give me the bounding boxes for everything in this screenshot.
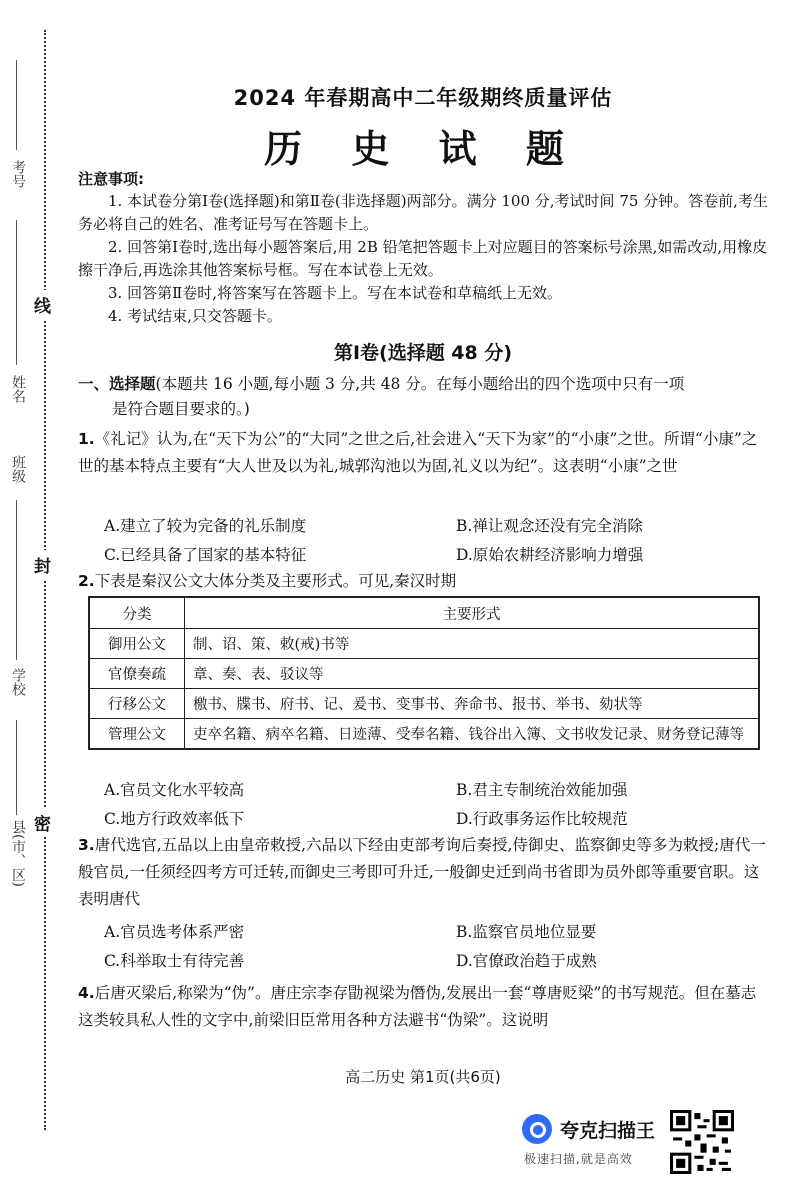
table-row [89, 659, 759, 689]
option-a[interactable]: A.官员文化水平较高 [104, 781, 245, 799]
field-label-school: 学校 [10, 668, 26, 696]
question-stem: 后唐灭梁后,称梁为“伪”。唐庄宗李存勖视梁为僭伪,发展出一套“尊唐贬梁”的书写规范。但在墓志这类较具私人性的文字中,前梁旧臣常用各种方法避书“伪梁”。这说明 [78, 984, 757, 1029]
option-b[interactable]: B.监察官员地位显要 [456, 923, 597, 941]
section-instructions [78, 372, 768, 422]
field-label-exam-number: 考号 [10, 160, 26, 188]
question-2 [78, 568, 768, 595]
option-d[interactable]: D.行政事务运作比较规范 [456, 810, 628, 828]
field-line [16, 720, 17, 815]
field-label-name: 姓名 [10, 375, 26, 403]
question-number: 2. [78, 572, 95, 590]
part-title: 第Ⅰ卷(选择题 48 分) [333, 342, 513, 364]
question-number: 4. [78, 984, 95, 1002]
table-header: 主要形式 [185, 597, 760, 629]
section-lead: 一、选择题 [78, 375, 156, 393]
table-cell-forms: 檄书、牒书、府书、记、爰书、变事书、奔命书、报书、举书、劾状等 [185, 689, 760, 719]
field-line [16, 60, 17, 150]
option-a[interactable]: A.建立了较为完备的礼乐制度 [104, 517, 307, 535]
table-cell-forms: 制、诏、策、敕(戒)书等 [185, 629, 760, 659]
option-c[interactable]: C.科举取士有待完善 [104, 952, 245, 970]
seal-char-xian: 线 [34, 290, 51, 319]
scanner-watermark [522, 1110, 772, 1172]
document-forms-table [88, 596, 760, 750]
table-cell-forms: 吏卒名籍、病卒名籍、日迹薄、受奉名籍、钱谷出入簿、文书收发记录、财务登记薄等 [185, 719, 760, 750]
question-number: 1. [78, 430, 95, 448]
watermark-tagline: 极速扫描,就是高效 [524, 1152, 633, 1166]
field-label-class: 班级 [10, 455, 26, 483]
option-a[interactable]: A.官员选考体系严密 [104, 923, 245, 941]
option-c[interactable]: C.地方行政效率低下 [104, 810, 245, 828]
qr-code-icon [670, 1110, 734, 1174]
notice-item: 4. 考试结束,只交答题卡。 [108, 307, 282, 325]
notice-item: 1. 本试卷分第Ⅰ卷(选择题)和第Ⅱ卷(非选择题)两部分。满分 100 分,考试时间 75 分钟。答卷前,考生务必将自己的姓名、准考证号写在答题卡上。 [78, 192, 768, 233]
notice-item: 2. 回答第Ⅰ卷时,选出每小题答案后,用 2B 铅笔把答题卡上对应题目的答案标号涂黑,如需改动,用橡皮擦干净后,再选涂其他答案标号框。写在本试卷上无效。 [78, 238, 768, 279]
table-cell-forms: 章、奏、表、驳议等 [185, 659, 760, 689]
option-c[interactable]: C.已经具备了国家的基本特征 [104, 546, 307, 564]
table-row [89, 719, 759, 750]
option-d[interactable]: D.原始农耕经济影响力增强 [456, 546, 644, 564]
section-text-cont: 是符合题目要求的。) [112, 400, 250, 418]
field-line [16, 220, 17, 365]
exam-title: 2024 年春期高中二年级期终质量评估 [233, 86, 613, 110]
question-3 [78, 832, 768, 913]
option-b[interactable]: B.君主专制统治效能加强 [456, 781, 628, 799]
quark-logo-icon [522, 1114, 552, 1144]
table-cell-category: 行移公文 [89, 689, 185, 719]
watermark-name: 夸克扫描王 [560, 1120, 656, 1142]
table-cell-category: 管理公文 [89, 719, 185, 750]
table-row [89, 629, 759, 659]
table-row [89, 689, 759, 719]
option-d[interactable]: D.官僚政治趋于成熟 [456, 952, 597, 970]
field-line [16, 500, 17, 660]
table-cell-category: 官僚奏疏 [89, 659, 185, 689]
question-stem: 《礼记》认为,在“天下为公”的“大同”之世之后,社会进入“天下为家”的“小康”之世。所谓“小康”之世的基本特点主要有“大人世及以为礼,城郭沟池以为固,礼义以为纪”。这表明“小康”之世 [78, 430, 758, 475]
page-footer: 高二历史 第1页(共6页) [345, 1068, 501, 1086]
question-1 [78, 426, 768, 480]
seal-char-mi: 密 [34, 808, 51, 837]
question-4 [78, 980, 768, 1034]
notice-heading: 注意事项: [78, 170, 144, 188]
seal-dotted-line [44, 30, 46, 1130]
binding-margin [0, 0, 70, 1181]
section-text: (本题共 16 小题,每小题 3 分,共 48 分。在每小题给出的四个选项中只有一项 [155, 375, 685, 393]
table-header-row [89, 597, 759, 629]
notice-list [78, 190, 768, 328]
subject-title: 历 史 试 题 [264, 127, 582, 171]
table-header: 分类 [89, 597, 185, 629]
table-cell-category: 御用公文 [89, 629, 185, 659]
question-stem: 唐代选官,五品以上由皇帝敕授,六品以下经由吏部考询后奏授,侍御史、监察御史等多为敕授;唐代一般官员,一任须经四考方可迁转,而御史三考即可升迁,一般御史迁到尚书省即为员外郎等重要官职。这表明唐代 [78, 836, 766, 908]
question-stem: 下表是秦汉公文大体分类及主要形式。可见,秦汉时期 [94, 572, 457, 590]
seal-char-feng: 封 [34, 550, 51, 579]
option-b[interactable]: B.禅让观念还没有完全消除 [456, 517, 643, 535]
field-label-county: 县(市、区) [10, 820, 26, 887]
question-number: 3. [78, 836, 95, 854]
notice-item: 3. 回答第Ⅱ卷时,将答案写在答题卡上。写在本试卷和草稿纸上无效。 [108, 284, 563, 302]
